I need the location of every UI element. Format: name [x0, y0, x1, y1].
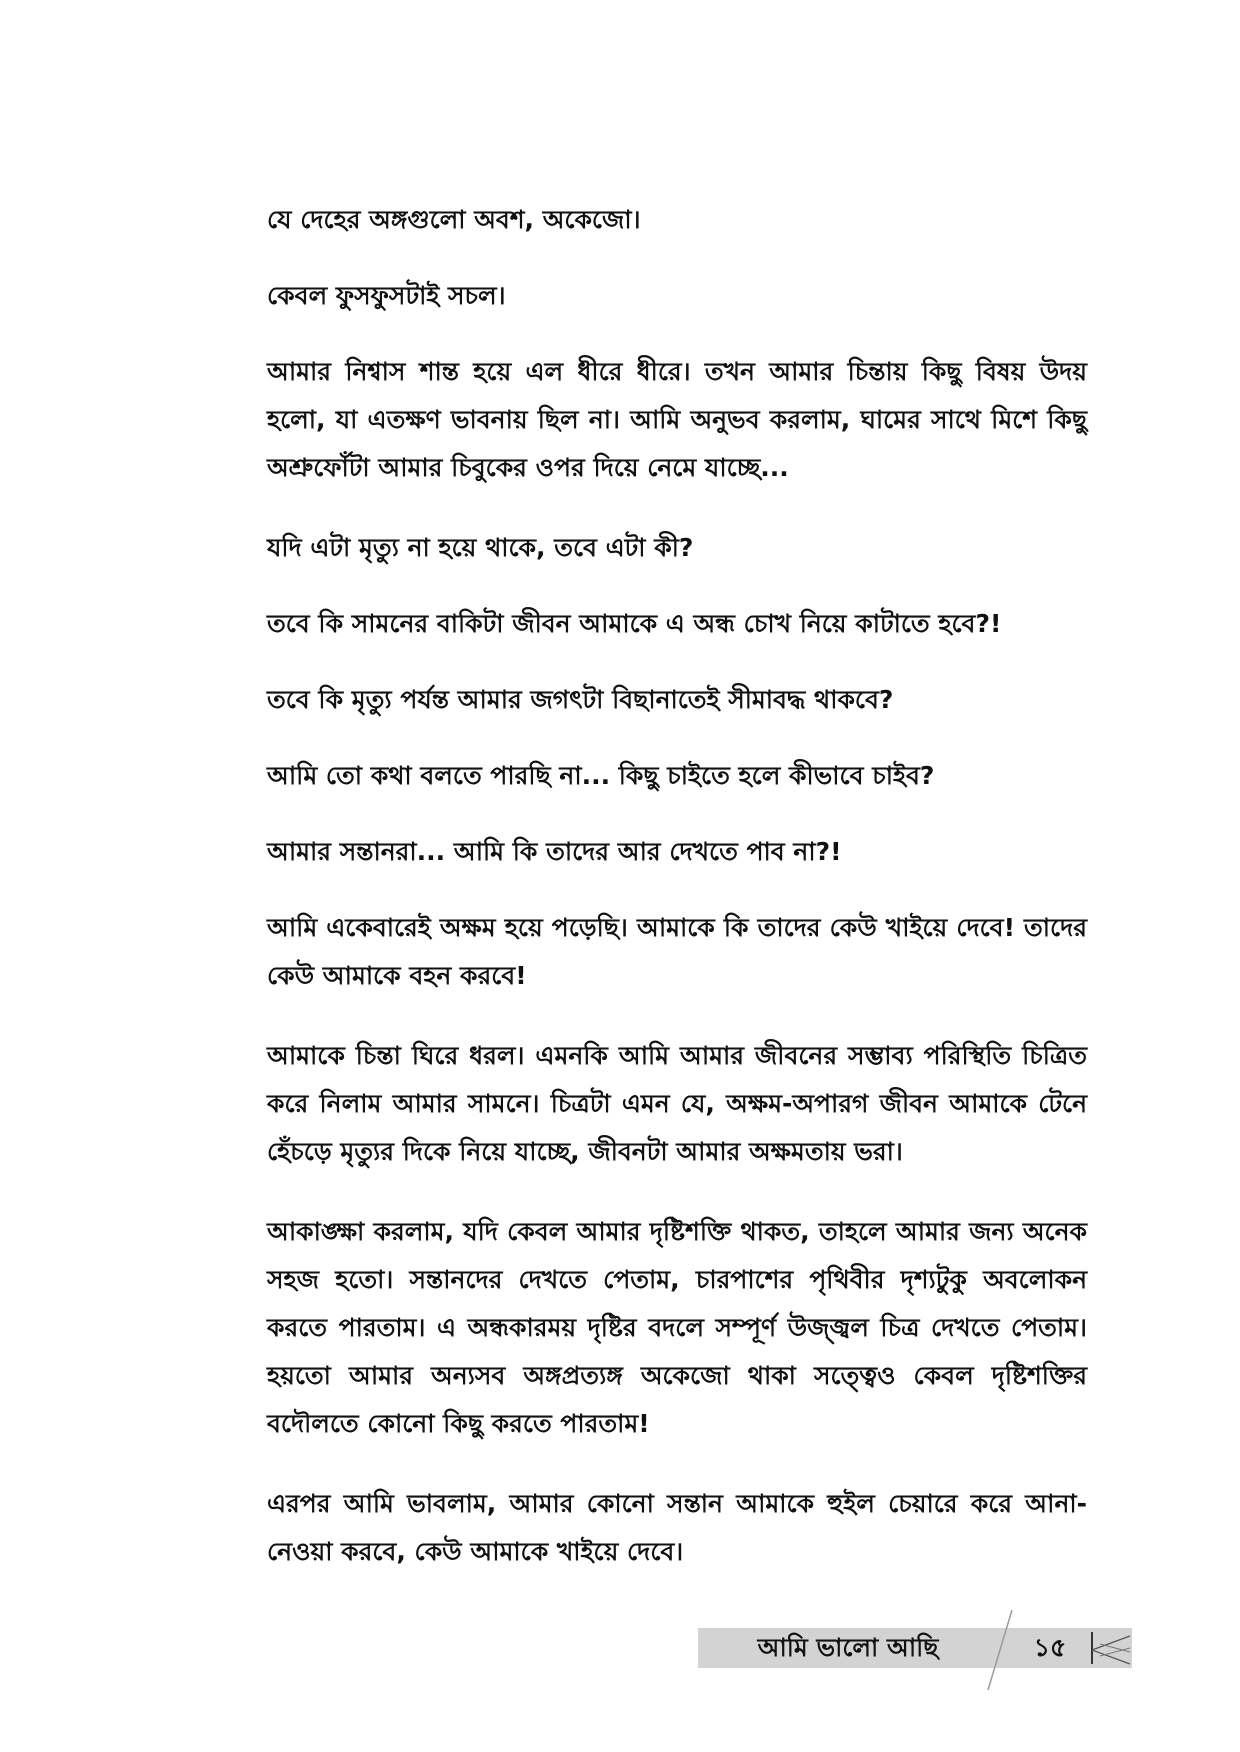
paragraph-3: আমার নিশ্বাস শান্ত হয়ে এল ধীরে ধীরে। তখন আমার চিন্তায় কিছু বিষয় উদয় হলো, যা এতক্ষণ ভাবনায় ছিল না। আমি অনুভব করলাম, ঘামের সাথে মিশে কিছু অশ্রুফোঁটা আমার চিবুকের ওপর দিয়ে নেমে যাচ্ছে...: [267, 357, 1087, 482]
paragraph-1: যে দেহের অঙ্গগুলো অবশ, অকেজো।: [267, 205, 641, 234]
paragraph-2: কেবল ফুসফুসটাই সচল।: [267, 281, 506, 310]
paragraph-6: তবে কি মৃত্যু পর্যন্ত আমার জগৎটা বিছানাতেই সীমাবদ্ধ থাকবে?: [267, 685, 894, 714]
paragraph-10: আমাকে চিন্তা ঘিরে ধরল। এমনকি আমি আমার জীবনের সম্ভাব্য পরিস্থিতি চিত্রিত করে নিলাম আমার সামনে। চিত্রটা এমন যে, অক্ষম-অপারগ জীবন আমাকে টেনে হেঁচড়ে মৃত্যুর দিকে নিয়ে যাচ্ছে, জীবনটা আমার অক্ষমতায় ভরা।: [267, 1041, 1087, 1166]
page-number: ১৫: [1033, 1633, 1067, 1662]
paragraph-8: আমার সন্তানরা... আমি কি তাদের আর দেখতে পাব না?!: [267, 837, 842, 866]
paragraph-5: তবে কি সামনের বাকিটা জীবন আমাকে এ অন্ধ চোখ নিয়ে কাটাতে হবে?!: [267, 609, 1002, 638]
paragraph-7: আমি তো কথা বলতে পারছি না... কিছু চাইতে হলে কীভাবে চাইব?: [267, 761, 935, 790]
corner-ornament-icon: [1090, 1628, 1134, 1668]
book-title: আমি ভালো আছি: [757, 1633, 939, 1662]
paragraph-11: আকাঙ্ক্ষা করলাম, যদি কেবল আমার দৃষ্টিশক্তি থাকত, তাহলে আমার জন্য অনেক সহজ হতো। সন্তানদের দেখতে পেতাম, চারপাশের পৃথিবীর দৃশ্যটুকু অবলোকন করতে পারতাম। এ অন্ধকারময় দৃষ্টির বদলে সম্পূর্ণ উজ্জ্বল চিত্র দেখতে পেতাম। হয়তো আমার অন্যসব অঙ্গপ্রত্যঙ্গ অকেজো থাকা সত্ত্বেও কেবল দৃষ্টিশক্তির বদৌলতে কোনো কিছু করতে পারতাম!: [267, 1217, 1087, 1438]
paragraph-4: যদি এটা মৃত্যু না হয়ে থাকে, তবে এটা কী?: [267, 533, 694, 562]
paragraph-9: আমি একেবারেই অক্ষম হয়ে পড়েছি। আমাকে কি তাদের কেউ খাইয়ে দেবে! তাদের কেউ আমাকে বহন করবে!: [267, 913, 1087, 990]
paragraph-12: এরপর আমি ভাবলাম, আমার কোনো সন্তান আমাকে হুইল চেয়ারে করে আনা-নেওয়া করবে, কেউ আমাকে খাইয়ে দেবে।: [267, 1489, 1087, 1566]
page-footer: [0, 1610, 1240, 1690]
page-body: [267, 196, 1087, 1608]
